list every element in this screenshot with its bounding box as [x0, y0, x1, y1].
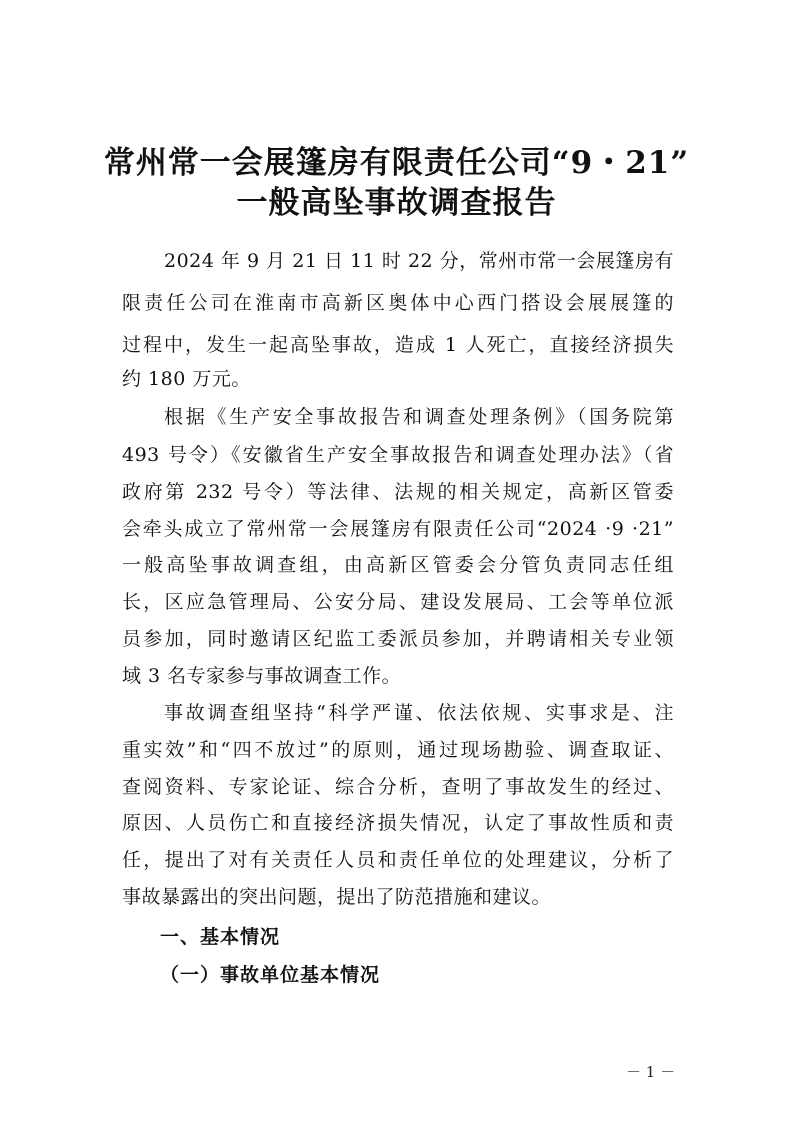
paragraph-3-line-6: 事故暴露出的突出问题，提出了防范措施和建议。 — [122, 886, 552, 908]
section-heading-basic-situation: 一、基本情况 — [160, 926, 281, 948]
paragraph-2-line-5: 一般高坠事故调查组，由高新区管委会分管负责同志任组 — [122, 554, 674, 576]
report-title-line-2: 一般高坠事故调查报告 — [236, 185, 557, 221]
report-title-line-1: 常州常一会展篷房有限责任公司“9・21” — [103, 145, 690, 181]
paragraph-1-line-1: 2024 年 9 月 21 日 11 时 22 分，常州市常一会展篷房有 — [164, 250, 674, 272]
page-number: － 1 － — [626, 1063, 676, 1081]
paragraph-2-line-3: 政府第 232 号令）等法律、法规的相关规定，高新区管委 — [122, 481, 674, 503]
paragraph-2-line-1: 根据《生产安全事故报告和调查处理条例》（国务院第 — [164, 406, 674, 428]
paragraph-2-line-4: 会牵头成立了常州常一会展篷房有限责任公司“2024 ·9 ·21” — [122, 518, 674, 540]
paragraph-3-line-4: 原因、人员伤亡和直接经济损失情况，认定了事故性质和责 — [122, 812, 674, 834]
subsection-heading-accident-unit: （一）事故单位基本情况 — [160, 964, 381, 986]
paragraph-3-line-3: 查阅资料、专家论证、综合分析，查明了事故发生的经过、 — [122, 776, 674, 798]
paragraph-1-line-3: 过程中，发生一起高坠事故，造成 1 人死亡，直接经济损失 — [122, 334, 674, 356]
paragraph-3-line-1: 事故调查组坚持“科学严谨、依法依规、实事求是、注 — [164, 702, 674, 724]
paragraph-2-line-6: 长，区应急管理局、公安分局、建设发展局、工会等单位派 — [122, 591, 674, 613]
paragraph-1-line-2: 限责任公司在淮南市高新区奥体中心西门搭设会展展篷的 — [122, 292, 674, 314]
paragraph-3-line-2: 重实效”和“四不放过”的原则，通过现场勘验、调查取证、 — [122, 739, 674, 761]
paragraph-2-line-8: 域 3 名专家参与事故调查工作。 — [122, 665, 402, 687]
paragraph-2-line-7: 员参加，同时邀请区纪监工委派员参加，并聘请相关专业领 — [122, 628, 674, 650]
paragraph-2-line-2: 493 号令）《安徽省生产安全事故报告和调查处理办法》（省 — [122, 444, 674, 466]
paragraph-3-line-5: 任，提出了对有关责任人员和责任单位的处理建议，分析了 — [122, 849, 674, 871]
paragraph-1-line-4: 约 180 万元。 — [122, 368, 251, 390]
